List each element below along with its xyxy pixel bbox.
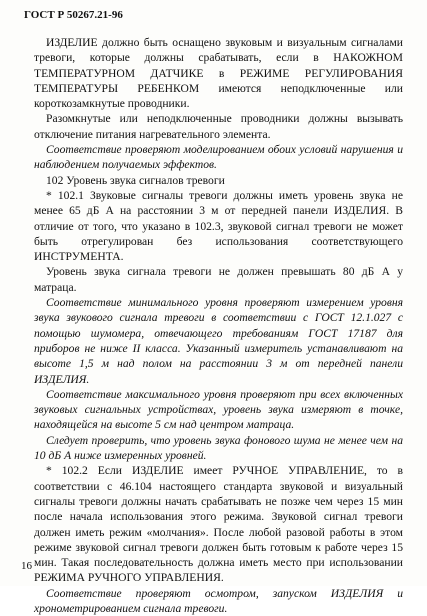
- paragraph-compliance-simulation: Соответствие проверяют моделированием обоих условий нарушения и наблюдением получаемых эффектов.: [34, 143, 403, 172]
- page-number: 16: [21, 560, 32, 572]
- paragraph-102-1: * 102.1 Звуковые сигналы тревоги должны иметь уровень звука не менее 65 дБ А на расстоянии 3 м от передней панели ИЗДЕЛИЯ. В отличие от того, что указано в 102.3, звуковой сигнал тревоги не может быть отрегулирован без использования соответствующего ИНСТРУМЕНТА.: [34, 188, 403, 264]
- standard-header: ГОСТ Р 50267.21-96: [24, 9, 123, 21]
- document-body: [34, 35, 403, 616]
- paragraph-102-2: * 102.2 Если ИЗДЕЛИЕ имеет РУЧНОЕ УПРАВЛЕНИЕ, то в соответствии с 46.104 настоящего стандарта звуковой и визуальный сигналы тревоги должны начать срабатывать не позже чем через 15 мин после начала использования этого режима. Звуковой сигнал тревоги должен иметь режим «молчания». После любой разовой работы в этом режиме звуковой сигнал тревоги должен быть готовым к работе через 15 мин. Такая последовательность должна иметь место при использовании РЕЖИМА РУЧНОГО УПРАВЛЕНИЯ.: [34, 464, 403, 585]
- paragraph-compliance-inspection: Соответствие проверяют осмотром, запуском ИЗДЕЛИЯ и хронометрированием сигнала тревоги.: [34, 586, 403, 615]
- paragraph-compliance-min-level: Соответствие минимального уровня проверяют измерением уровня звука звукового сигнала тревоги в соответствии с ГОСТ 12.1.027 с помощью шумомера, отвечающего требованиям ГОСТ 17187 для приборов не ниже II класса. Указанный измеритель устанавливают на высоте 1,5 м над полом на расстоянии 3 м от передней панели ИЗДЕЛИЯ.: [34, 296, 403, 386]
- paragraph-sensor-alarm: ИЗДЕЛИЕ должно быть оснащено звуковым и визуальным сигналами тревоги, которые должны срабатывать, если в НАКОЖНОМ ТЕМПЕРАТУРНОМ ДАТЧИКЕ в РЕЖИМЕ РЕГУЛИРОВАНИЯ ТЕМПЕРАТУРЫ РЕБЕНКОМ имеются неподключенные или короткозамкнутые проводники.: [34, 36, 403, 111]
- paragraph-max-level: Уровень звука сигнала тревоги не должен превышать 80 дБ А у матраца.: [34, 265, 403, 294]
- paragraph-background-noise: Следует проверить, что уровень звука фонового шума не менее чем на 10 дБ А ниже измеренных уровней.: [34, 433, 403, 463]
- section-heading-102: 102 Уровень звука сигналов тревоги: [46, 173, 225, 187]
- paragraph-compliance-max-level: Соответствие максимального уровня проверяют при всех включенных звуковых сигнальных устройствах, уровень звука измеряют в точке, находящейся на высоте 5 см над центром матраца.: [34, 387, 403, 432]
- paragraph-power-off: Разомкнутые или неподключенные проводники должны вызывать отключение питания нагревательного элемента.: [34, 112, 403, 141]
